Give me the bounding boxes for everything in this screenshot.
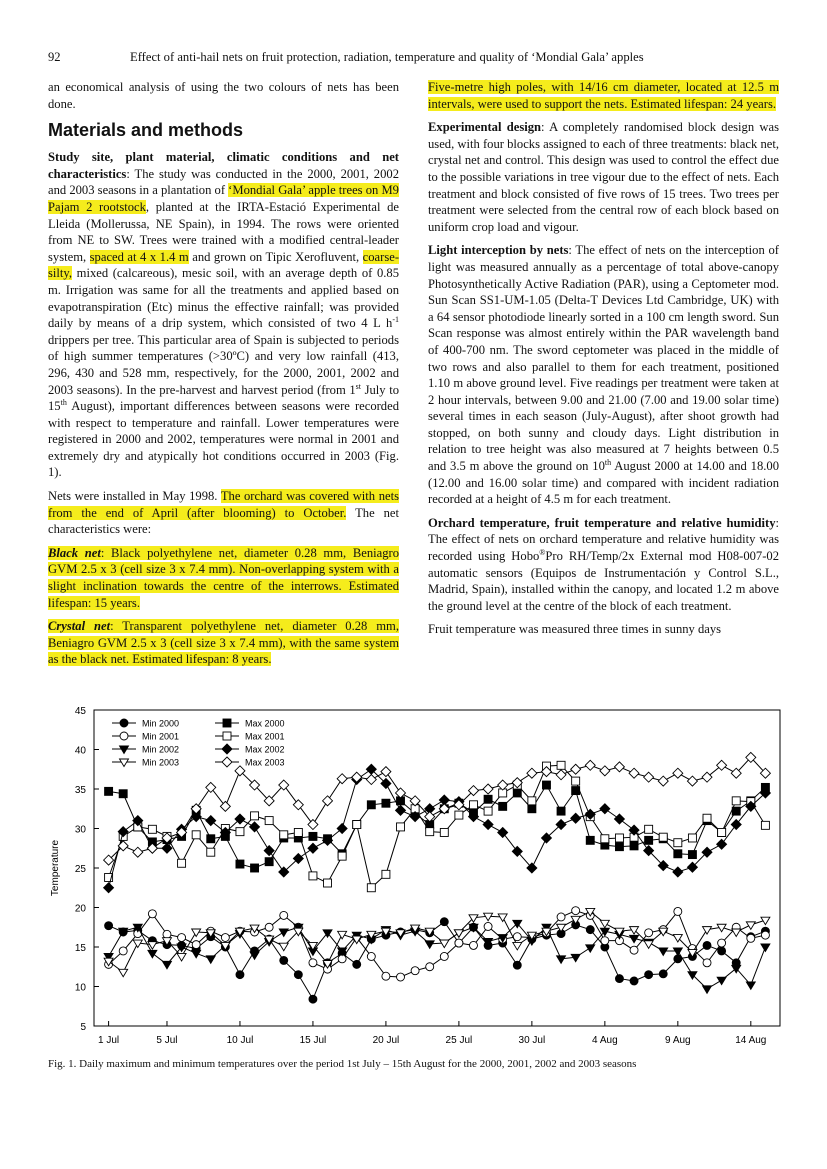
legend-marker xyxy=(120,746,129,754)
highlight: Five-metre high poles, with 14/16 cm diameter, located at 12.5 m intervals, were used to support the nets. Estimated lifespan: 24 years. xyxy=(428,80,779,111)
data-point xyxy=(556,770,566,780)
legend-label: Max 2000 xyxy=(245,718,285,729)
data-point xyxy=(411,967,419,975)
temperature-chart xyxy=(44,704,784,1056)
text-run: August 2000 at 14.00 and 18.00 (12.00 and 16.00 solar time) and compared with incident radiation recorded at a height of 4.5 m for each treatment. xyxy=(428,459,779,507)
data-point xyxy=(746,922,755,930)
y-tick-label: 20 xyxy=(74,903,86,915)
superscript: -1 xyxy=(392,314,399,324)
data-point xyxy=(207,848,215,856)
data-point xyxy=(484,807,492,815)
data-point xyxy=(353,821,361,829)
crystal-net-paragraph xyxy=(48,618,399,668)
data-point xyxy=(718,939,726,947)
data-point xyxy=(382,799,390,807)
data-point xyxy=(426,963,434,971)
y-tick-label: 30 xyxy=(74,824,86,836)
crystal-net-label: Crystal net xyxy=(48,619,111,634)
data-point xyxy=(251,812,259,820)
data-point xyxy=(600,920,609,928)
text-run: drippers per tree. This particular area of Spain is subjected to periods of high summer temperatures (>30ºC) and very low rainfall (413, 296, 430 and 528 mm, respectively, for the 2000, 2001, 2002 and 2003 seasons). In the pre-harvest and harvest period (from 1 xyxy=(48,332,399,397)
data-point xyxy=(353,960,361,968)
data-point xyxy=(571,813,581,823)
data-point xyxy=(236,828,244,836)
legend-marker xyxy=(222,744,232,754)
data-point xyxy=(498,914,507,922)
data-point xyxy=(440,828,448,836)
data-point xyxy=(294,971,302,979)
left-column xyxy=(48,79,399,675)
data-point xyxy=(265,923,273,931)
data-point xyxy=(732,797,740,805)
text-run: Pro RH/Temp/2x External mod H08-007-02 automatic sensors (Equipos de Instrumentación y Control S.L., Madrid, Spain), installed within the canopy, and located 1.2 m above the ground level at the centre of the block of each treatment. xyxy=(428,549,779,613)
data-point xyxy=(397,823,405,831)
data-point xyxy=(337,824,347,834)
text-run: August), important differences between seasons were recorded with respect to temperature and rainfall. Lower temperatures were registered in 2000 and 2002, temperatures were normal in 2001 and extremely dry and atypically hot conditions occurred in 2003 (Fig. 1). xyxy=(48,399,399,480)
intro-tail: an economical analysis of using the two colours of nets has been done. xyxy=(48,80,399,111)
data-point xyxy=(206,816,216,826)
data-point xyxy=(601,835,609,843)
superscript: th xyxy=(604,457,612,467)
data-point xyxy=(513,961,521,969)
data-point xyxy=(426,828,434,836)
data-point xyxy=(367,884,375,892)
y-tick-label: 5 xyxy=(80,1022,86,1033)
data-point xyxy=(717,839,727,849)
data-point xyxy=(119,790,127,798)
data-point xyxy=(557,807,565,815)
data-point xyxy=(105,922,113,930)
data-point xyxy=(105,787,113,795)
series-line-7 xyxy=(109,757,766,860)
x-tick-label: 25 Jul xyxy=(445,1035,473,1046)
data-point xyxy=(264,846,274,856)
data-point xyxy=(659,833,667,841)
black-net-label: Black net xyxy=(48,545,101,560)
data-point xyxy=(162,961,171,969)
data-point xyxy=(119,947,127,955)
y-axis-label: Temperature xyxy=(50,839,61,897)
data-point xyxy=(454,930,463,938)
data-point xyxy=(586,945,595,953)
orchard-paragraph xyxy=(428,515,779,615)
data-point xyxy=(673,948,682,956)
data-point xyxy=(557,956,566,964)
data-point xyxy=(323,796,333,806)
figure-caption: Fig. 1. Daily maximum and minimum temperatures over the period 1st July – 15th August for the 2000, 2001, 2002 and 2003 seasons xyxy=(48,1058,637,1070)
data-point xyxy=(513,789,521,797)
data-point xyxy=(367,801,375,809)
data-point xyxy=(732,929,741,937)
data-point xyxy=(221,934,229,942)
data-point xyxy=(483,784,493,794)
data-point xyxy=(630,977,638,985)
data-point xyxy=(717,977,726,985)
data-point xyxy=(703,814,711,822)
data-point xyxy=(601,937,609,945)
data-point xyxy=(236,971,244,979)
text-run: : The effect of nets on the interception of light was measured annually as a percentage of total above-canopy Photosynthetically Active Radiation (PAR), using a Ceptometer mod. Sun Scan SS1-UM-1.05 (Delta-T Devices Ltd Cambridge, UK) with a 64 sensor photodiode linearly sorted in a 100 cm length sword. Sun Scan response was almost entirely within the PAR wavelength band of 400-700 nm. The sword ceptometer was placed in the middle of two rows and also parallel to them for each treatment, positioned 1.10 m above ground level. Five readings per treatment were taken at 2 hour intervals, between 9.00 and 21.00 (7.00 and 19.00 solar time) several times in each season (July-August), after shoot growth had stopped, on both sunny and cloudy days. Light distribution in relation to tree height was also measured at 7 heights between 0.5 and 3.5 m above the ground on 10 xyxy=(428,243,779,474)
text-run: : Black polyethylene net, diameter 0.28 mm, Beniagro GVM 2.5 x 3 (cell size 3 x 7.4 mm). Non-overlapping system with a slight inclination towards the centre of the interrows. Estimated lifespan: 15 years. xyxy=(48,545,399,610)
data-point xyxy=(294,828,302,836)
data-point xyxy=(279,943,288,951)
text-run: : The effect of nets on orchard temperature and relative humidity was recorded using Hobo xyxy=(428,515,779,564)
data-point xyxy=(338,852,346,860)
data-point xyxy=(162,843,172,853)
nets-paragraph xyxy=(48,488,399,538)
light-title: Light interception by nets xyxy=(428,243,569,258)
data-point xyxy=(381,767,391,777)
data-point xyxy=(382,972,390,980)
data-point xyxy=(645,836,653,844)
data-point xyxy=(177,953,186,961)
data-point xyxy=(688,851,696,859)
data-point xyxy=(337,774,347,784)
data-point xyxy=(324,879,332,887)
text-run: : A completely randomised block design was used, with four blocks assigned to each of three treatments: black net, crystal net and control. This design was used to control the effect due to the possible variations in tree vigour due to the effect of nets. Each treatment and block consisted of five rows of 15 trees. Two trees per treatment were selected from the central row of each block based on uniform crop load and vigour. xyxy=(428,120,780,234)
series-line-3 xyxy=(109,911,766,972)
data-point xyxy=(659,970,667,978)
data-point xyxy=(192,929,201,937)
data-point xyxy=(192,941,200,949)
running-title: Effect of anti-hail nets on fruit protection, radiation, temperature and quality of ‘Mondial Gala’ apples xyxy=(130,50,644,64)
data-point xyxy=(163,930,171,938)
data-point xyxy=(703,959,711,967)
text-run: July to 15 xyxy=(48,382,399,414)
data-point xyxy=(528,797,536,805)
data-point xyxy=(761,931,769,939)
text-run: and grown on Tipic Xerofluvent, xyxy=(188,249,363,264)
x-tick-label: 14 Aug xyxy=(735,1035,767,1046)
superscript: ® xyxy=(539,547,546,557)
data-point xyxy=(280,956,288,964)
data-point xyxy=(703,941,711,949)
section-title: Materials and methods xyxy=(48,120,244,141)
data-point xyxy=(761,821,769,829)
legend-marker xyxy=(120,732,128,740)
x-tick-label: 15 Jul xyxy=(299,1035,327,1046)
data-point xyxy=(630,946,638,954)
data-point xyxy=(600,766,610,776)
data-point xyxy=(586,836,594,844)
data-point xyxy=(673,768,683,778)
data-point xyxy=(614,814,624,824)
legend-label: Min 2002 xyxy=(142,744,180,755)
data-point xyxy=(717,760,727,770)
legend-marker xyxy=(222,757,232,767)
highlight: ‘Mondial Gala’ apple trees on M9 Pajam 2 rootstock xyxy=(48,183,399,214)
data-point xyxy=(220,801,230,811)
poles-paragraph xyxy=(428,79,779,112)
x-tick-label: 9 Aug xyxy=(665,1035,691,1046)
data-point xyxy=(293,800,303,810)
data-point xyxy=(747,934,755,942)
y-tick-label: 35 xyxy=(74,785,86,796)
data-point xyxy=(703,986,712,994)
data-point xyxy=(673,867,683,877)
data-point xyxy=(250,822,260,832)
data-point xyxy=(397,973,405,981)
y-tick-label: 40 xyxy=(74,745,86,757)
data-point xyxy=(440,918,448,926)
data-point xyxy=(600,804,610,814)
data-point xyxy=(309,832,317,840)
data-point xyxy=(645,929,653,937)
x-tick-label: 4 Aug xyxy=(592,1035,618,1046)
legend-label: Max 2002 xyxy=(245,744,285,755)
data-point xyxy=(455,811,463,819)
y-tick-label: 45 xyxy=(74,706,86,717)
series-line-5 xyxy=(109,765,766,887)
data-point xyxy=(615,975,623,983)
legend-marker xyxy=(120,759,129,767)
data-point xyxy=(557,761,565,769)
data-point xyxy=(674,839,682,847)
data-point xyxy=(309,872,317,880)
legend-label: Min 2003 xyxy=(142,757,180,768)
data-point xyxy=(308,820,318,830)
data-point xyxy=(645,825,653,833)
data-point xyxy=(178,859,186,867)
data-point xyxy=(178,934,186,942)
data-point xyxy=(731,820,741,830)
legend-marker xyxy=(120,719,128,727)
legend-label: Max 2003 xyxy=(245,757,285,768)
data-point xyxy=(484,795,492,803)
data-point xyxy=(718,828,726,836)
legend-label: Min 2000 xyxy=(142,718,180,729)
page-number: 92 xyxy=(48,50,61,64)
text-run: mixed (calcareous), mesic soil, with an average depth of 0.85 m. Irrigation was same for all the treatments and applied based on evapotranspiration (Etc) minus the effective rainfall; was provided daily by means of a drip system, which consisted of two 4 L h xyxy=(48,266,399,331)
data-point xyxy=(484,922,492,930)
data-point xyxy=(527,768,537,778)
data-point xyxy=(265,817,273,825)
design-title: Experimental design xyxy=(428,120,542,135)
y-tick-label: 25 xyxy=(74,864,86,875)
text-run: Nets were installed in May 1998. xyxy=(48,489,221,504)
x-tick-label: 10 Jul xyxy=(226,1035,254,1046)
data-point xyxy=(236,860,244,868)
data-point xyxy=(586,926,594,934)
data-point xyxy=(630,842,638,850)
data-point xyxy=(571,764,581,774)
data-point xyxy=(133,847,143,857)
data-point xyxy=(309,995,317,1003)
data-point xyxy=(674,907,682,915)
chart-svg xyxy=(44,704,784,1056)
data-point xyxy=(396,805,406,815)
right-column xyxy=(428,79,779,645)
data-point xyxy=(469,801,477,809)
orchard-title: Orchard temperature, fruit temperature and relative humidity xyxy=(428,515,776,530)
data-point xyxy=(309,959,317,967)
y-tick-label: 10 xyxy=(74,982,86,994)
data-point xyxy=(585,760,595,770)
legend-label: Max 2001 xyxy=(245,731,285,742)
data-point xyxy=(629,768,639,778)
light-paragraph xyxy=(428,242,779,508)
data-point xyxy=(702,772,712,782)
data-point xyxy=(206,956,215,964)
data-point xyxy=(644,772,654,782)
data-point xyxy=(761,944,770,952)
data-point xyxy=(732,807,740,815)
text-run: The net characteristics were: xyxy=(48,505,399,537)
data-point xyxy=(557,913,565,921)
data-point xyxy=(674,850,682,858)
text-run: : Transparent polyethylene net, diameter 0.28 mm, Beniagro GVM 2.5 x 3 (cell size 3 x 7.4 mm), with the same system as the black net. Estimated lifespan: 8 years. xyxy=(48,619,400,667)
data-point xyxy=(206,782,216,792)
data-point xyxy=(367,952,375,960)
data-point xyxy=(440,952,448,960)
fruit-paragraph: Fruit temperature was measured three times in sunny days xyxy=(428,622,722,637)
data-point xyxy=(280,831,288,839)
data-point xyxy=(615,843,623,851)
data-point xyxy=(687,776,697,786)
x-tick-label: 30 Jul xyxy=(518,1035,546,1046)
data-point xyxy=(659,948,668,956)
design-paragraph xyxy=(428,119,779,235)
data-point xyxy=(572,907,580,915)
data-point xyxy=(280,911,288,919)
data-point xyxy=(265,858,273,866)
data-point xyxy=(279,929,288,937)
legend-label: Min 2001 xyxy=(142,731,180,742)
data-point xyxy=(455,939,463,947)
data-point xyxy=(658,776,668,786)
x-tick-label: 20 Jul xyxy=(372,1035,400,1046)
data-point xyxy=(498,827,508,837)
data-point xyxy=(440,940,449,948)
data-point xyxy=(483,820,493,830)
x-tick-label: 5 Jul xyxy=(156,1035,178,1046)
text-run: , planted at the IRTA-Estació Experimental de Lleida (Mollerussa, NE Spain), in 1994. The rows were oriented from NE to SW. Trees were trained with a modified central-leader system, xyxy=(48,199,400,264)
data-point xyxy=(718,947,726,955)
data-point xyxy=(148,910,156,918)
data-point xyxy=(703,927,712,935)
data-point xyxy=(308,843,318,853)
data-point xyxy=(469,941,477,949)
data-point xyxy=(572,777,580,785)
data-point xyxy=(615,834,623,842)
data-point xyxy=(251,864,259,872)
superscript: st xyxy=(355,381,361,391)
data-point xyxy=(688,834,696,842)
highlight: The orchard was covered with nets from the end of April (after blooming) to October. xyxy=(48,489,399,520)
data-point xyxy=(542,781,550,789)
data-point xyxy=(645,971,653,979)
highlight: coarse-silty, xyxy=(48,249,400,281)
data-point xyxy=(148,825,156,833)
study-site-title: Study site, plant material, climatic conditions and net characteristics xyxy=(48,150,399,181)
text-run: : The study was conducted in the 2000, 2001, 2002 and 2003 seasons in a plantation of xyxy=(48,166,399,198)
data-point xyxy=(499,802,507,810)
black-net-paragraph xyxy=(48,545,399,611)
study-site-paragraph xyxy=(48,149,399,481)
x-tick-label: 1 Jul xyxy=(98,1035,120,1046)
superscript: th xyxy=(60,397,67,407)
legend-marker xyxy=(223,719,231,727)
highlight: spaced at 4 x 1.4 m xyxy=(89,249,189,264)
data-point xyxy=(528,805,536,813)
data-point xyxy=(513,942,522,950)
data-point xyxy=(614,762,624,772)
legend-marker xyxy=(223,732,231,740)
y-tick-label: 15 xyxy=(74,943,86,954)
data-point xyxy=(382,870,390,878)
data-point xyxy=(366,775,376,785)
data-point xyxy=(104,883,114,893)
data-point xyxy=(148,950,157,958)
data-point xyxy=(746,982,755,990)
data-point xyxy=(119,969,128,977)
data-point xyxy=(192,831,200,839)
data-point xyxy=(425,941,434,949)
data-point xyxy=(207,835,215,843)
